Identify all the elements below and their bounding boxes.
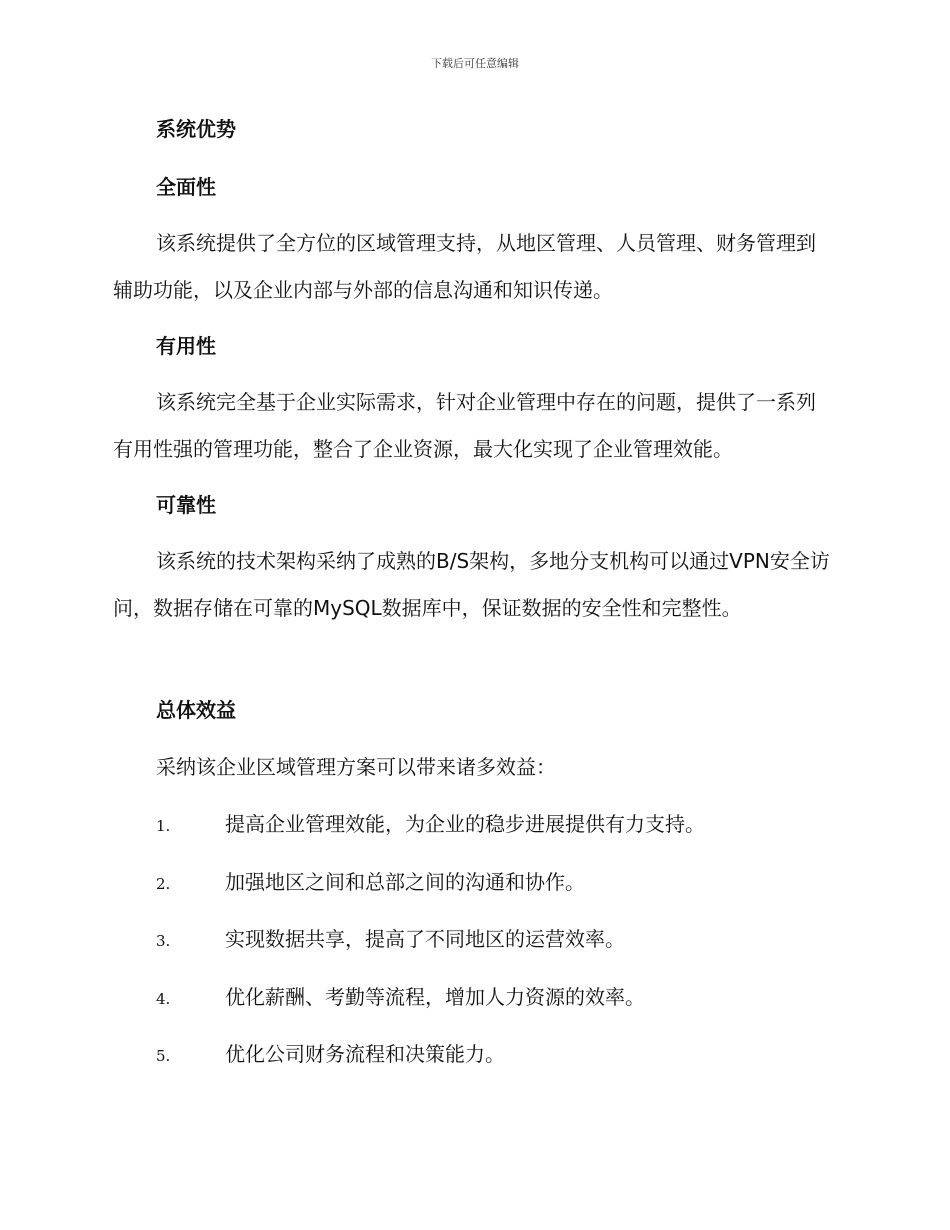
heading-usefulness: 有用性 (156, 334, 216, 358)
list-text: 提高企业管理效能，为企业的稳步进展提供有力支持。 (225, 812, 705, 836)
heading-reliability: 可靠性 (156, 493, 216, 517)
list-number: 3. (156, 932, 171, 950)
list-text: 实现数据共享，提高了不同地区的运营效率。 (225, 927, 625, 951)
list-text: 加强地区之间和总部之间的沟通和协作。 (225, 869, 585, 894)
list-number: 1. (156, 817, 171, 835)
paragraph-comprehensive: 该系统提供了全方位的区域管理支持，从地区管理、人员管理、财务管理到辅助功能，以及企业内部与外部的信息沟通和知识传递。 (113, 231, 816, 302)
list-number: 4. (156, 989, 171, 1008)
section-title-advantages: 系统优势 (156, 117, 236, 141)
paragraph-usefulness: 该系统完全基于企业实际需求，针对企业管理中存在的问题，提供了一系列有用性强的管理功能，整合了企业资源，最大化实现了企业管理效能。 (113, 390, 816, 461)
list-number: 5. (156, 1047, 171, 1065)
list-text: 优化薪酬、考勤等流程，增加人力资源的效率。 (225, 984, 645, 1009)
page-header: 下载后可任意编辑 (431, 57, 519, 70)
paragraph-reliability: 该系统的技术架构采纳了成熟的B/S架构，多地分支机构可以通过VPN安全访问，数据存储在可靠的MySQL数据库中，保证数据的安全性和完整性。 (113, 549, 830, 620)
heading-benefits: 总体效益 (156, 698, 236, 722)
list-number: 2. (156, 874, 171, 893)
list-text: 优化公司财务流程和决策能力。 (225, 1042, 505, 1066)
benefits-intro: 采纳该企业区域管理方案可以带来诸多效益： (156, 755, 556, 779)
heading-comprehensive: 全面性 (156, 175, 216, 199)
